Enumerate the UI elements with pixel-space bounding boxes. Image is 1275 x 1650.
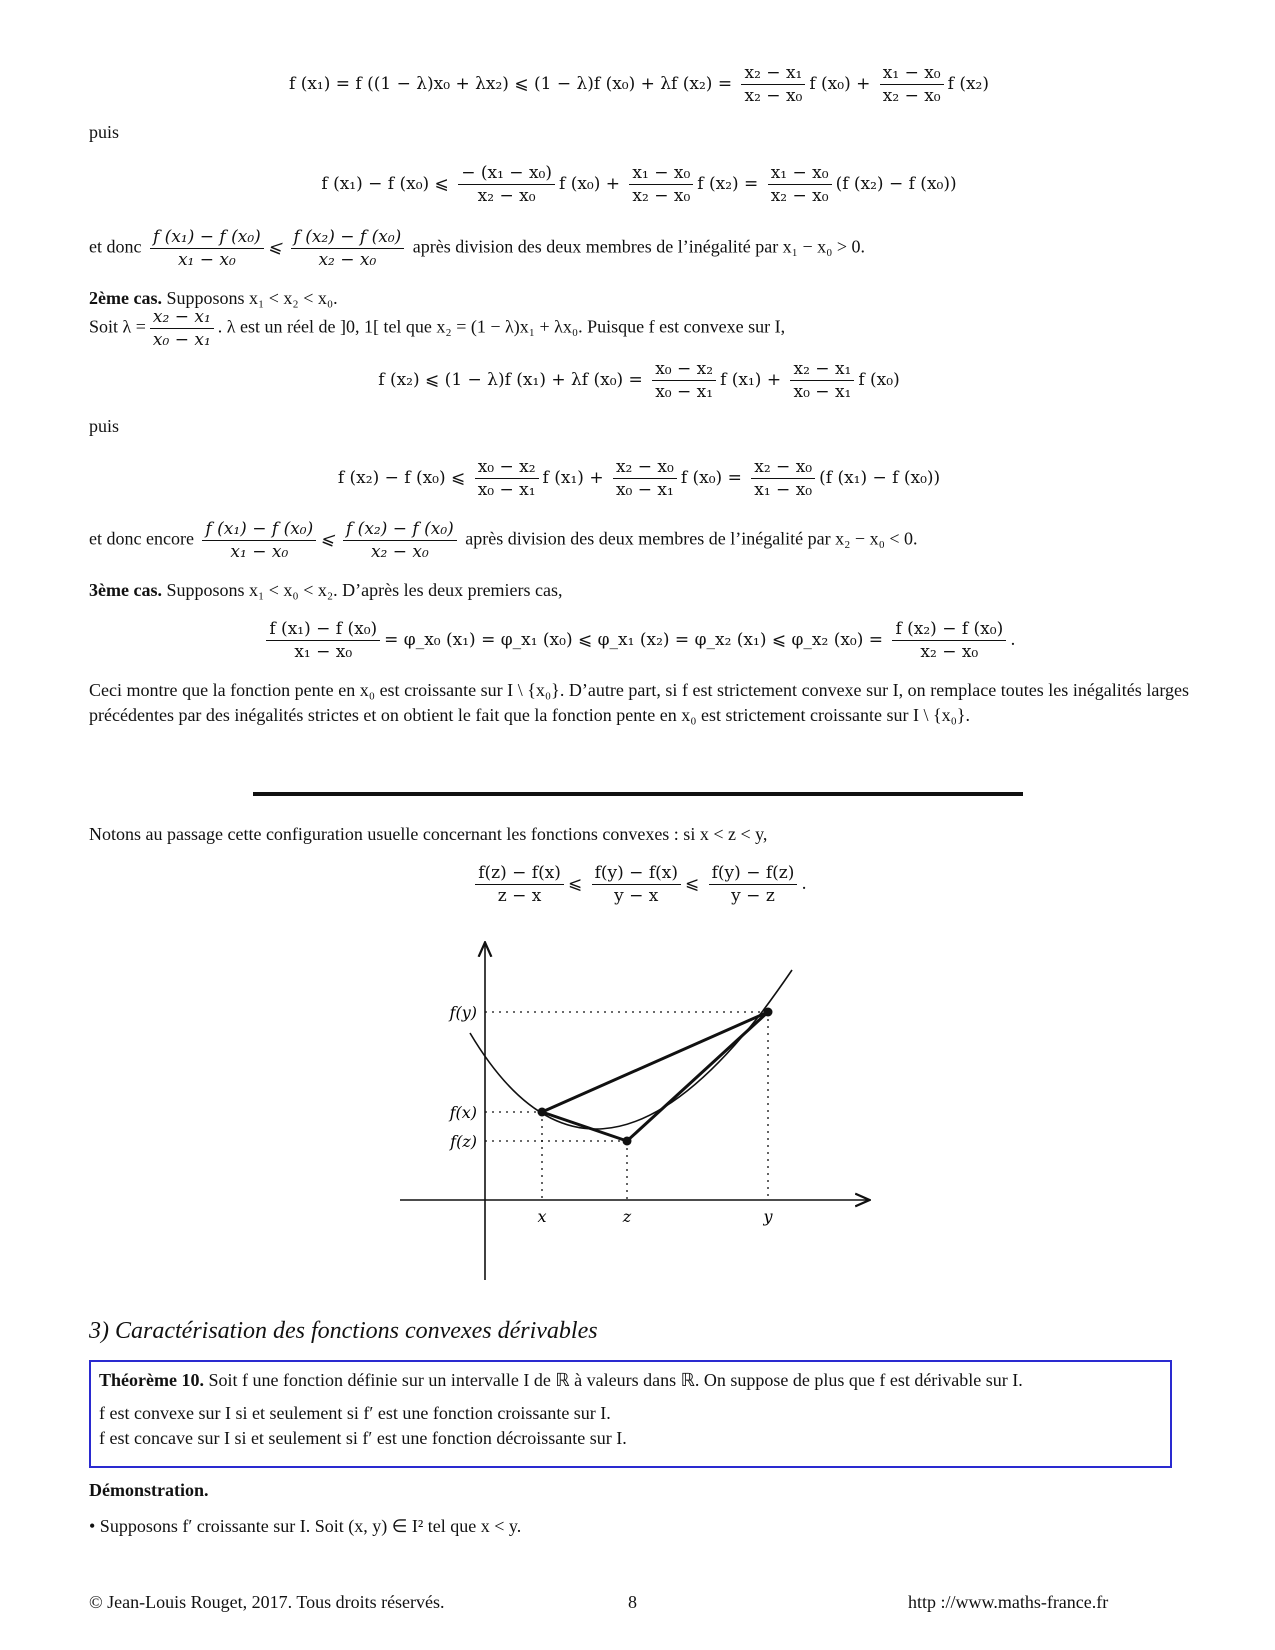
theorem-statement bbox=[99, 1368, 1162, 1393]
denominator: x₀ − x₁ bbox=[477, 480, 536, 500]
numerator: x₀ − x₂ bbox=[652, 358, 716, 381]
case-title: 3ème cas. bbox=[89, 580, 162, 600]
numerator: x₂ − x₁ bbox=[150, 306, 214, 329]
numerator: f(y) − f(z) bbox=[709, 862, 798, 885]
chord-xy bbox=[542, 1012, 768, 1112]
eq-text: f (x₁) − f (x₀) ⩽ bbox=[321, 174, 449, 194]
theorem-concave: f est concave sur I si et seulement si f′ est une fonction décroissante sur I. bbox=[99, 1428, 627, 1448]
numerator: x₁ − x₀ bbox=[768, 162, 832, 185]
fraction bbox=[709, 862, 798, 907]
numerator: x₂ − x₀ bbox=[751, 456, 815, 479]
fraction bbox=[150, 226, 264, 271]
eq-text: (f (x₁) − f (x₀)) bbox=[819, 468, 941, 488]
chord-xz bbox=[542, 1112, 627, 1141]
eq-text: (f (x₂) − f (x₀)) bbox=[835, 174, 957, 194]
eq-text: f (x₀) = bbox=[680, 468, 742, 488]
label-fx: f(x) bbox=[449, 1103, 477, 1122]
theorem-label: Théorème 10. bbox=[99, 1370, 204, 1390]
chord-zy bbox=[627, 1012, 768, 1141]
demo-title: Démonstration. bbox=[89, 1480, 209, 1500]
fraction bbox=[266, 618, 380, 663]
fraction bbox=[458, 162, 555, 207]
eq-text: = φ_x₀ (x₁) = φ_x₁ (x₀) ⩽ φ_x₁ (x₂) = φ_x₂ (x₁) ⩽ φ_x₂ (x₀) = bbox=[384, 630, 884, 650]
convex-curve bbox=[470, 970, 792, 1129]
numerator: x₀ − x₂ bbox=[475, 456, 539, 479]
puis-text: puis bbox=[89, 416, 120, 436]
numerator: f (x₁) − f (x₀) bbox=[266, 618, 380, 641]
numerator: f (x₁) − f (x₀) bbox=[202, 518, 316, 541]
denominator: y − z bbox=[731, 886, 775, 906]
numerator: x₂ − x₀ bbox=[613, 456, 677, 479]
eq-text: f (x₂) = bbox=[697, 174, 759, 194]
fraction bbox=[343, 518, 457, 563]
fraction bbox=[291, 226, 405, 271]
equation-slopes bbox=[89, 862, 1189, 907]
fraction bbox=[150, 306, 214, 351]
point-y bbox=[764, 1008, 773, 1017]
text: . λ est un réel de ]0, 1[ tel que x₂ = (1 − λ)x₁ + λx₀. Puisque f est convexe sur I, bbox=[217, 316, 786, 337]
text: Soit λ = bbox=[89, 316, 146, 337]
numerator: f(y) − f(x) bbox=[592, 862, 681, 885]
denominator: x₀ − x₁ bbox=[655, 382, 714, 402]
denominator: x₂ − x₀ bbox=[770, 186, 829, 206]
equation-case1-difference bbox=[89, 162, 1189, 207]
equation-case1-convexity bbox=[89, 62, 1189, 107]
case-hypothesis: Supposons x₁ < x₂ < x₀. bbox=[166, 288, 338, 308]
footer-url[interactable]: http ://www.maths-france.fr bbox=[908, 1592, 1109, 1612]
case-title: 2ème cas. bbox=[89, 288, 162, 308]
demo-bullet: • Supposons f′ croissante sur I. Soit (x, y) ∈ I² tel que x < y. bbox=[89, 1516, 522, 1536]
denominator: x₂ − x₀ bbox=[477, 186, 536, 206]
horizontal-rule bbox=[253, 792, 1023, 796]
eq-text: f (x₂) bbox=[947, 74, 989, 94]
numerator: f (x₂) − f (x₀) bbox=[343, 518, 457, 541]
case2-lambda bbox=[89, 306, 1189, 351]
footer-copyright: © Jean-Louis Rouget, 2017. Tous droits réservés. bbox=[89, 1592, 445, 1612]
numerator: x₁ − x₀ bbox=[629, 162, 693, 185]
denominator: x₂ − x₀ bbox=[370, 542, 429, 562]
point-z bbox=[623, 1137, 632, 1146]
fraction bbox=[652, 358, 716, 403]
label-z: z bbox=[622, 1207, 632, 1226]
relation: ⩽ bbox=[567, 874, 583, 894]
denominator: x₀ − x₁ bbox=[615, 480, 674, 500]
case1-conclusion bbox=[89, 226, 1189, 271]
denominator: y − x bbox=[614, 886, 659, 906]
denominator: x₁ − x₀ bbox=[177, 250, 236, 270]
section-title: 3) Caractérisation des fonctions convexes dérivables bbox=[89, 1318, 598, 1344]
fraction bbox=[751, 456, 815, 501]
equation-case2-convexity bbox=[89, 358, 1189, 403]
eq-text: f (x₁) + bbox=[542, 468, 604, 488]
denominator: z − x bbox=[497, 886, 542, 906]
numerator: x₂ − x₁ bbox=[741, 62, 805, 85]
numerator: f (x₂) − f (x₀) bbox=[892, 618, 1006, 641]
denominator: x₁ − x₀ bbox=[754, 480, 813, 500]
eq-text: f (x₂) ⩽ (1 − λ)f (x₁) + λf (x₀) = bbox=[378, 370, 643, 390]
eq-text: f (x₁) + bbox=[720, 370, 782, 390]
denominator: x₂ − x₀ bbox=[318, 250, 377, 270]
config-intro: Notons au passage cette configuration usuelle concernant les fonctions convexes : si x < z < y, bbox=[89, 824, 768, 844]
fraction bbox=[741, 62, 805, 107]
denominator: x₀ − x₁ bbox=[152, 330, 211, 350]
eq-text: f (x₀) + bbox=[559, 174, 621, 194]
eq-text: f (x₁) = f ((1 − λ)x₀ + λx₂) ⩽ (1 − λ)f (x₀) + λf (x₂) = bbox=[289, 74, 733, 94]
denominator: x₂ − x₀ bbox=[632, 186, 691, 206]
label-x: x bbox=[537, 1207, 547, 1226]
text: après division des deux membres de l’inégalité par x₂ − x₀ < 0. bbox=[465, 528, 918, 549]
equation-case2-difference bbox=[89, 456, 1189, 501]
theorem-convex: f est convexe sur I si et seulement si f′ est une fonction croissante sur I. bbox=[99, 1403, 611, 1423]
fraction bbox=[880, 62, 944, 107]
theorem-box bbox=[89, 1360, 1172, 1468]
footer-page-number: 8 bbox=[628, 1592, 637, 1612]
fraction bbox=[629, 162, 693, 207]
denominator: x₁ − x₀ bbox=[230, 542, 289, 562]
fraction bbox=[892, 618, 1006, 663]
case2-conclusion bbox=[89, 518, 1189, 563]
numerator: x₂ − x₁ bbox=[790, 358, 854, 381]
theorem-text: Soit f une fonction définie sur un intervalle I de ℝ à valeurs dans ℝ. On suppose de plus que f est dérivable sur I. bbox=[208, 1370, 1023, 1390]
denominator: x₂ − x₀ bbox=[744, 86, 803, 106]
numerator: − (x₁ − x₀) bbox=[458, 162, 555, 185]
eq-text: . bbox=[1010, 630, 1016, 650]
numerator: f (x₂) − f (x₀) bbox=[291, 226, 405, 249]
eq-text: f (x₂) − f (x₀) ⩽ bbox=[337, 468, 466, 488]
convexity-figure bbox=[380, 930, 880, 1290]
fraction bbox=[475, 456, 539, 501]
case3-heading bbox=[89, 578, 1189, 603]
relation: ⩽ bbox=[320, 529, 335, 550]
case3-conclusion: Ceci montre que la fonction pente en x₀ est croissante sur I \ {x₀}. D’autre part, si f est strictement convexe sur I, on remplace toutes les inégalités larges précédentes par des inégalités strictes et on obtient le fait que la fonction pente en x₀ est strictement croissante sur I \ {x₀}. bbox=[89, 680, 1189, 725]
numerator: x₁ − x₀ bbox=[880, 62, 944, 85]
fraction bbox=[790, 358, 854, 403]
label-y: y bbox=[763, 1207, 773, 1226]
relation: ⩽ bbox=[267, 237, 283, 258]
text: et donc encore bbox=[89, 528, 194, 549]
fraction bbox=[768, 162, 832, 207]
point-x bbox=[538, 1108, 547, 1117]
denominator: x₂ − x₀ bbox=[882, 86, 941, 106]
denominator: x₀ − x₁ bbox=[793, 382, 852, 402]
text: et donc bbox=[89, 236, 142, 257]
fraction bbox=[613, 456, 677, 501]
fraction bbox=[202, 518, 316, 563]
case-hypothesis: Supposons x₁ < x₀ < x₂. D’après les deux premiers cas, bbox=[166, 580, 563, 600]
numerator: f (x₁) − f (x₀) bbox=[150, 226, 264, 249]
denominator: x₂ − x₀ bbox=[920, 642, 979, 662]
denominator: x₁ − x₀ bbox=[294, 642, 353, 662]
label-fy: f(y) bbox=[449, 1003, 477, 1022]
text: après division des deux membres de l’inégalité par x₁ − x₀ > 0. bbox=[412, 236, 866, 257]
eq-text: f (x₀) + bbox=[809, 74, 871, 94]
label-fz: f(z) bbox=[450, 1132, 477, 1151]
relation: ⩽ bbox=[684, 874, 700, 894]
puis-text: puis bbox=[89, 122, 120, 142]
eq-text: f (x₀) bbox=[858, 370, 900, 390]
fraction bbox=[475, 862, 564, 907]
numerator: f(z) − f(x) bbox=[475, 862, 564, 885]
equation-case3-chain bbox=[89, 618, 1189, 663]
eq-text: . bbox=[801, 874, 807, 894]
fraction bbox=[592, 862, 681, 907]
